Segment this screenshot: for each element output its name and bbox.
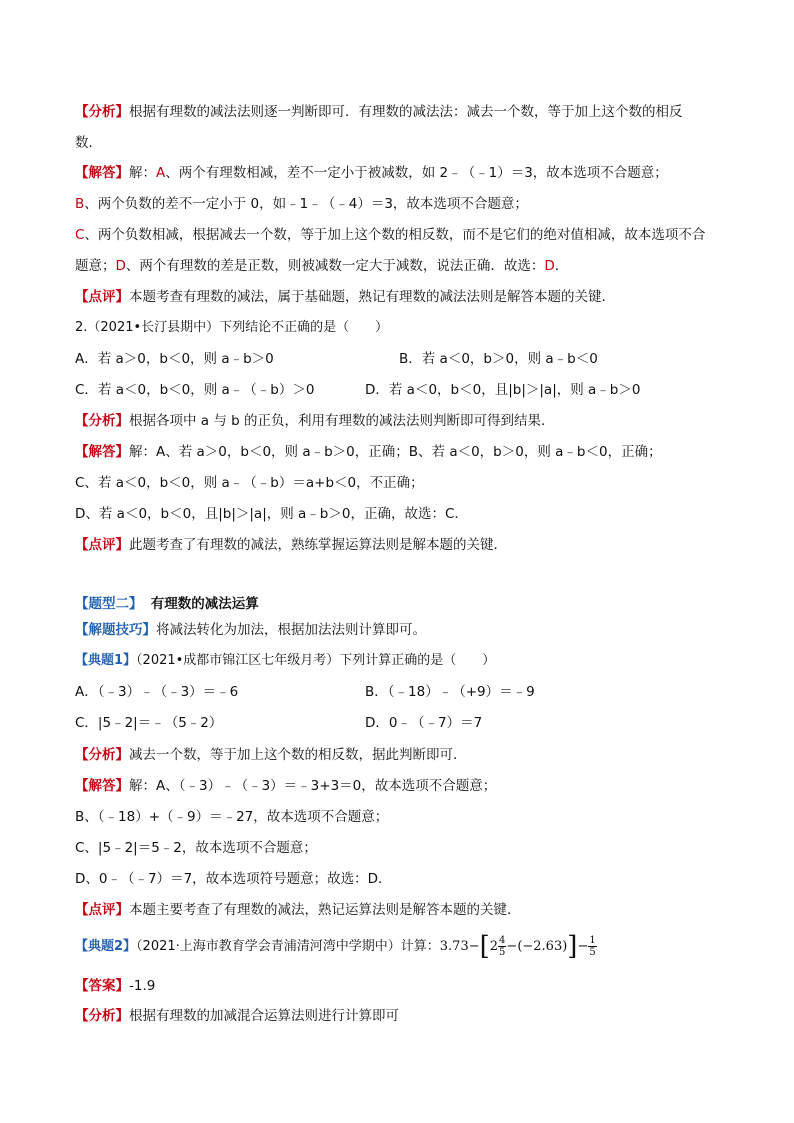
comment-label: 【点评】 xyxy=(75,902,129,918)
comment-text: 此题考查了有理数的减法，熟练掌握运算法则是解本题的关键． xyxy=(129,537,507,553)
comment-text: 本题考查有理数的减法，属于基础题，熟记有理数的减法法则是解答本题的关键． xyxy=(129,289,615,305)
analysis-label: 【分析】 xyxy=(75,747,129,763)
option-a: A．若 a＞0，b＜0，则 a﹣b＞0 xyxy=(75,351,274,367)
ex1-answer-1 xyxy=(75,776,496,796)
q2-answer-2: C、若 a＜0，b＜0，则 a﹣（﹣b）＝a+b＜0，不正确； xyxy=(75,475,424,491)
p1-comment xyxy=(75,287,615,307)
answer-option: D xyxy=(115,258,126,274)
section-title: 有理数的减法运算 xyxy=(150,596,259,612)
p1-answer-3 xyxy=(75,225,705,245)
ex1-analysis xyxy=(75,745,467,765)
ex1-title-line xyxy=(75,651,495,671)
fraction-denominator: 5 xyxy=(499,947,506,958)
comment-text: 本题主要考查了有理数的减法，熟记运算法则是解答本题的关键． xyxy=(129,902,521,918)
fraction-numerator: 1 xyxy=(589,935,596,946)
comment-label: 【点评】 xyxy=(75,537,129,553)
q2-answer-3: D、若 a＜0，b＜0，且|b|＞|a|，则 a﹣b＞0，正确，故选：C． xyxy=(75,506,468,522)
answer-label: 【解答】 xyxy=(75,444,129,460)
q2-analysis xyxy=(75,411,555,431)
analysis-label: 【分析】 xyxy=(75,413,129,429)
answer-option: B xyxy=(75,196,85,212)
p1-analysis xyxy=(75,102,683,122)
option-a: A．（﹣3）﹣（﹣3）＝﹣6 xyxy=(75,684,239,700)
answer-label: 【答案】 xyxy=(75,978,129,994)
analysis-text: 根据有理数的减法法则逐一判断即可．有理数的减法法：减去一个数，等于加上这个数的相反 xyxy=(129,104,683,120)
ex1-answer-3: C、|5﹣2|＝5﹣2，故本选项不合题意； xyxy=(75,840,317,856)
answer-option: D xyxy=(544,258,555,274)
q2-options-row1 xyxy=(75,349,598,369)
formula-part: − xyxy=(577,939,589,954)
formula-part: −(−2.63) xyxy=(506,939,568,954)
ex1-answer-4: D、0﹣（﹣7）＝7，故本选项符号题意；故选：D． xyxy=(75,871,392,887)
ex1-comment xyxy=(75,900,521,920)
answer-option: A xyxy=(156,165,166,181)
answer-text: ． xyxy=(554,258,569,274)
example-title: （2021•成都市锦江区七年级月考）下列计算正确的是（ ） xyxy=(136,653,496,668)
answer-label: 【解答】 xyxy=(75,778,129,794)
answer-text: 、两个负数相减，根据减去一个数，等于加上这个数的相反数，而不是它们的绝对值相减，故本选项不合 xyxy=(84,227,706,243)
answer-option: C xyxy=(75,227,85,243)
example-title: （2021·上海市教育学会青浦清河湾中学期中）计算： xyxy=(136,939,440,954)
p1-answer-4 xyxy=(75,256,568,276)
ex1-options-row2 xyxy=(75,713,483,733)
q2-comment xyxy=(75,535,507,555)
formula-part: 3.73− xyxy=(439,939,480,954)
tip-label: 【解题技巧】 xyxy=(75,622,156,638)
option-d: D．0﹣（﹣7）＝7 xyxy=(365,715,483,731)
answer-text: A、若 a＞0，b＜0，则 a﹣b＞0，正确；B、若 a＜0，b＞0，则 a﹣b＜0，正确； xyxy=(156,444,662,460)
analysis-label: 【分析】 xyxy=(75,104,129,120)
q2-title: 2.（2021•长汀县期中）下列结论不正确的是（ ） xyxy=(75,320,389,335)
answer-text: 、两个有理数相减，差不一定小于被减数，如 2﹣（﹣1）＝3，故本选项不合题意； xyxy=(165,165,668,181)
formula-bracket: [ xyxy=(479,931,490,962)
answer-text: 解：A、（﹣3）﹣（﹣3）＝﹣3+3＝0，故本选项不合题意； xyxy=(129,778,497,794)
formula-bracket: ] xyxy=(567,931,578,962)
analysis-text: 减去一个数，等于加上这个数的相反数，据此判断即可． xyxy=(129,747,467,763)
option-c: C．|5﹣2|＝﹣（5﹣2） xyxy=(75,715,223,731)
p1-answer-2 xyxy=(75,194,528,214)
type2-tip xyxy=(75,620,426,640)
option-c: C．若 a＜0，b＜0，则 a﹣（﹣b）＞0 xyxy=(75,382,315,398)
fraction-numerator: 4 xyxy=(499,935,506,946)
comment-label: 【点评】 xyxy=(75,289,129,305)
analysis-text: 根据有理数的加减混合运算法则进行计算即可 xyxy=(129,1008,399,1024)
answer-text: 、两个有理数的差是正数，则被减数一定大于减数，说法正确．故选： xyxy=(125,258,545,274)
analysis-label: 【分析】 xyxy=(75,1008,129,1024)
answer-text: 题意； xyxy=(75,258,116,274)
option-b: B．（﹣18）﹣（+9）＝﹣9 xyxy=(365,684,535,700)
analysis-text: 根据各项中 a 与 b 的正负，利用有理数的减法法则判断即可得到结果． xyxy=(129,413,555,429)
ex2-analysis xyxy=(75,1006,399,1026)
fraction xyxy=(588,935,596,958)
example-label: 【典题2】 xyxy=(75,939,137,954)
example-label: 【典题1】 xyxy=(75,653,137,668)
p1-answer-1 xyxy=(75,163,668,183)
option-d: D．若 a＜0，b＜0，且|b|＞|a|，则 a﹣b＞0 xyxy=(365,382,641,398)
answer-text: -1.9 xyxy=(129,978,156,994)
formula-part: 2 xyxy=(489,939,499,954)
type2-heading xyxy=(75,594,259,614)
ex1-answer-2: B、（﹣18）+（﹣9）＝﹣27，故本选项不合题意； xyxy=(75,809,389,825)
answer-label: 【解答】 xyxy=(75,165,129,181)
p1-analysis-cont: 数． xyxy=(75,135,102,151)
answer-text: 解： xyxy=(129,444,156,460)
ex2-answer xyxy=(75,976,155,996)
formula xyxy=(439,931,597,962)
ex2-title-line xyxy=(75,931,597,962)
section-label: 【题型二】 xyxy=(75,596,143,612)
tip-text: 将减法转化为加法，根据加法法则计算即可。 xyxy=(156,622,426,638)
ex1-options-row1 xyxy=(75,682,535,702)
answer-text: 、两个负数的差不一定小于 0，如﹣1﹣（﹣4）＝3，故本选项不合题意； xyxy=(84,196,528,212)
answer-text: 解： xyxy=(129,165,156,181)
fraction-denominator: 5 xyxy=(589,947,596,958)
option-b: B．若 a＜0，b＞0，则 a﹣b＜0 xyxy=(399,351,598,367)
q2-options-row2 xyxy=(75,380,641,400)
q2-answer-1 xyxy=(75,442,662,462)
